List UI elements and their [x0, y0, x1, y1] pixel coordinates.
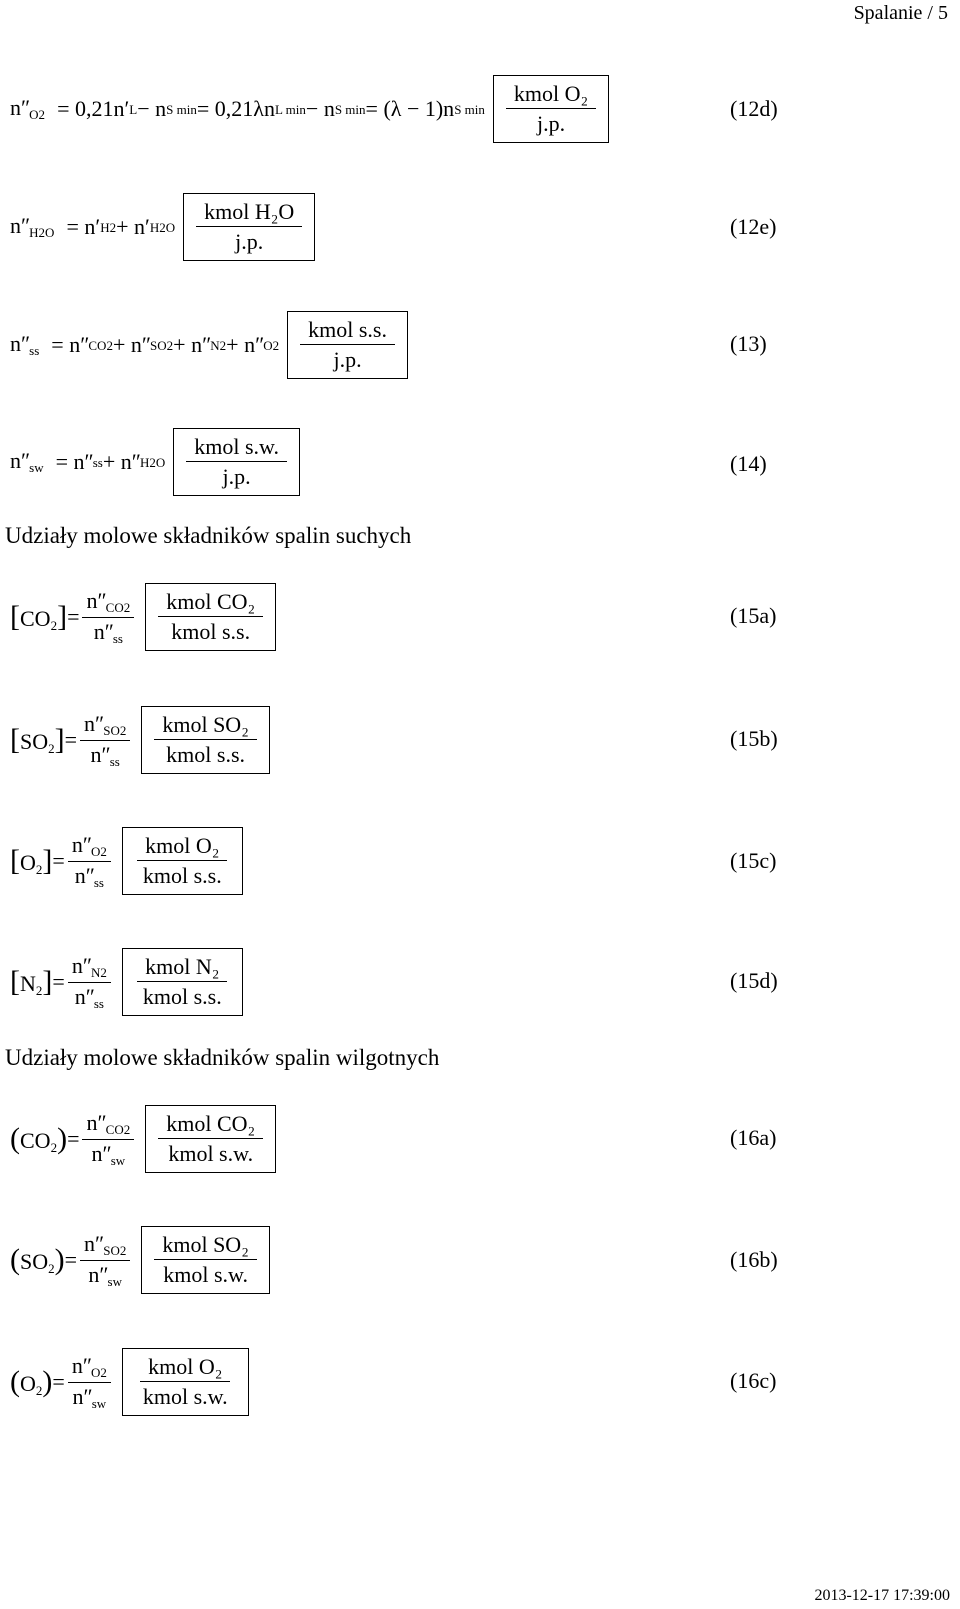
equation-number: (12e) [730, 214, 777, 239]
equation-number: (15d) [730, 968, 778, 993]
unit-bracket: kmol CO₂ kmol s.w. [145, 1105, 276, 1173]
equation-16c: $(O_2)$ = $\frac{n''_{O2}}{n''_{sw}}$ kmol O₂ kmol s.w. [10, 1348, 249, 1416]
equation-16b: $(SO_2)$ = $\frac{n''_{SO2}}{n''_{sw}}$ kmol SO₂ kmol s.w. [10, 1226, 270, 1294]
unit-bracket: kmol N₂ kmol s.s. [122, 948, 243, 1016]
page-header: Spalanie / 5 [853, 2, 948, 24]
equation-12d: $n''_{O2}$ = 0,21n′ L − n S min = 0,21λn L min − n S min = (λ − 1)n S min kmol O₂ j.p. [10, 75, 609, 143]
equation-number: (13) [730, 331, 767, 356]
equation-15d: $[N_2]$ = $\frac{n''_{N2}}{n''_{ss}}$ kmol N₂ kmol s.s. [10, 948, 243, 1016]
equation-13: $n''_{ss}$ = n ″ CO2 + n ″ SO2 + n ″ N2 + n ″ O2 kmol s.s. j.p. [10, 311, 408, 379]
unit-bracket: kmol s.w. j.p. [173, 428, 300, 496]
unit-bracket: kmol O₂ j.p. [493, 75, 609, 143]
page-footer-timestamp: 2013-12-17 17:39:00 [814, 1587, 950, 1604]
section-heading-wet: Udziały molowe składników spalin wilgotnych [5, 1045, 440, 1070]
section-heading-dry: Udziały molowe składników spalin suchych [5, 523, 412, 548]
equation-number: (16b) [730, 1247, 778, 1272]
equation-number: (15b) [730, 726, 778, 751]
equation-15b: $[SO_2]$ = $\frac{n''_{SO2}}{n''_{ss}}$ kmol SO₂ kmol s.s. [10, 706, 270, 774]
equation-15c: $[O_2]$ = $\frac{n''_{O2}}{n''_{ss}}$ kmol O₂ kmol s.s. [10, 827, 243, 895]
unit-bracket: kmol CO₂ kmol s.s. [145, 583, 276, 651]
equation-number: (14) [730, 451, 767, 476]
unit-bracket: kmol H₂O j.p. [183, 193, 315, 261]
equation-12e: $n''_{H2O}$ = n′ H2 + n′ H2O kmol H₂O j.p. [10, 193, 315, 261]
equation-number: (16c) [730, 1368, 777, 1393]
equation-number: (15c) [730, 848, 777, 873]
unit-bracket: kmol O₂ kmol s.s. [122, 827, 243, 895]
equation-15a: $[CO_2]$ = $\frac{n''_{CO2}}{n''_{ss}}$ kmol CO₂ kmol s.s. [10, 583, 276, 651]
equation-number: (15a) [730, 603, 777, 628]
equation-number: (16a) [730, 1125, 777, 1150]
unit-bracket: kmol s.s. j.p. [287, 311, 408, 379]
equation-14: $n''_{sw}$ = n ″ ss + n ″ H2O kmol s.w. j.p. [10, 428, 300, 496]
equation-16a: $(CO_2)$ = $\frac{n''_{CO2}}{n''_{sw}}$ kmol CO₂ kmol s.w. [10, 1105, 276, 1173]
unit-bracket: kmol SO₂ kmol s.w. [141, 1226, 270, 1294]
unit-bracket: kmol O₂ kmol s.w. [122, 1348, 249, 1416]
unit-bracket: kmol SO₂ kmol s.s. [141, 706, 270, 774]
equation-number: (12d) [730, 96, 778, 121]
